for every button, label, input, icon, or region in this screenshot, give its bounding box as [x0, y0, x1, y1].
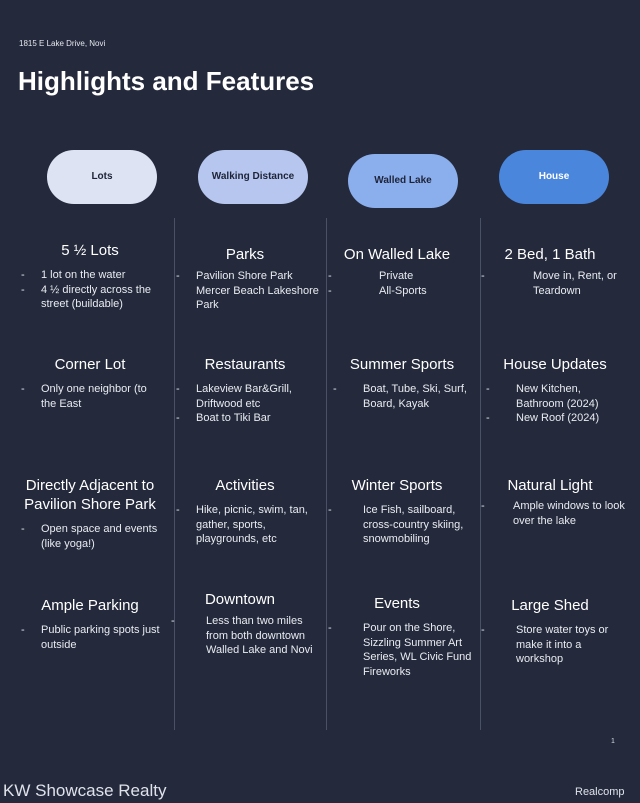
feature-activities	[170, 476, 320, 547]
feature-item: - Move in, Rent, or Teardown	[475, 269, 625, 298]
feature-item: - Less than two miles from both downtown Walled Lake and Novi	[165, 614, 315, 658]
feature-item: - Ice Fish, sailboard, cross-country skiing, snowmobiling	[322, 503, 472, 547]
feature-item: - Public parking spots just outside	[15, 623, 165, 652]
feature-item: - 4 ½ directly across the street (buildable)	[15, 283, 165, 312]
category-pill-house: House	[499, 150, 609, 204]
feature-corner-lot	[15, 355, 165, 411]
feature-ample-parking	[15, 596, 165, 652]
feature-item: - Only one neighbor (to the East	[15, 382, 165, 411]
feature-item: - Pour on the Shore, Sizzling Summer Art Series, WL Civic Fund Fireworks	[322, 621, 472, 679]
feature-summer-sports	[327, 355, 477, 411]
feature-bed-bath	[475, 245, 625, 298]
feature-item: - Boat, Tube, Ski, Surf, Board, Kayak	[327, 382, 477, 411]
feature-large-shed	[475, 596, 625, 667]
category-pill-walking-distance: Walking Distance	[198, 150, 308, 204]
feature-item: - New Kitchen, Bathroom (2024)	[480, 382, 630, 411]
feature-heading: 2 Bed, 1 Bath	[504, 246, 596, 263]
feature-heading: Natural Light	[507, 477, 593, 494]
feature-restaurants	[170, 355, 320, 426]
category-pill-walled-lake: Walled Lake	[348, 154, 458, 208]
source-watermark: Realcomp	[575, 786, 625, 798]
brokerage-watermark: KW Showcase Realty	[3, 781, 167, 800]
feature-item: - Hike, picnic, swim, tan, gather, sports, playgrounds, etc	[170, 503, 320, 547]
feature-heading: Ample Parking	[41, 597, 139, 614]
feature-item: - Boat to Tiki Bar	[170, 411, 320, 426]
feature-on-walled-lake	[322, 245, 472, 298]
feature-heading: House Updates	[503, 356, 607, 373]
feature-heading: Events	[374, 595, 420, 612]
feature-adjacent-park	[15, 476, 165, 551]
feature-item: - All-Sports	[322, 284, 472, 299]
feature-heading: On Walled Lake	[343, 246, 451, 263]
feature-item: - New Roof (2024)	[480, 411, 630, 426]
feature-heading: Large Shed	[511, 597, 589, 614]
feature-parks	[170, 245, 320, 313]
feature-winter-sports	[322, 476, 472, 547]
feature-item: - Lakeview Bar&Grill, Driftwood etc	[170, 382, 320, 411]
feature-heading: Activities	[215, 477, 275, 494]
feature-item: - 1 lot on the water	[15, 268, 165, 283]
feature-heading: Summer Sports	[349, 356, 455, 373]
feature-5-half-lots	[15, 241, 165, 312]
feature-heading: Directly Adjacent to Pavilion Shore Park	[24, 477, 156, 513]
feature-item: - Private	[322, 269, 472, 284]
feature-events	[322, 594, 472, 679]
page-number: 1	[611, 738, 615, 745]
feature-heading: Winter Sports	[351, 477, 443, 494]
feature-heading: Restaurants	[204, 356, 286, 373]
feature-downtown	[165, 590, 315, 658]
feature-natural-light	[475, 476, 625, 528]
feature-item: - Open space and events (like yoga!)	[15, 522, 165, 551]
feature-item: - Pavilion Shore Park Mercer Beach Lakeshore Park	[170, 269, 320, 313]
feature-item: - Ample windows to look over the lake	[475, 499, 625, 528]
property-address: 1815 E Lake Drive, Novi	[19, 39, 106, 48]
feature-item: - Store water toys or make it into a workshop	[475, 623, 625, 667]
feature-heading: Downtown	[204, 591, 276, 608]
feature-heading: Corner Lot	[54, 356, 126, 373]
category-pill-lots: Lots	[47, 150, 157, 204]
feature-house-updates	[480, 355, 630, 426]
feature-heading: 5 ½ Lots	[61, 242, 119, 259]
feature-heading: Parks	[225, 246, 265, 263]
page-title: Highlights and Features	[18, 66, 315, 96]
